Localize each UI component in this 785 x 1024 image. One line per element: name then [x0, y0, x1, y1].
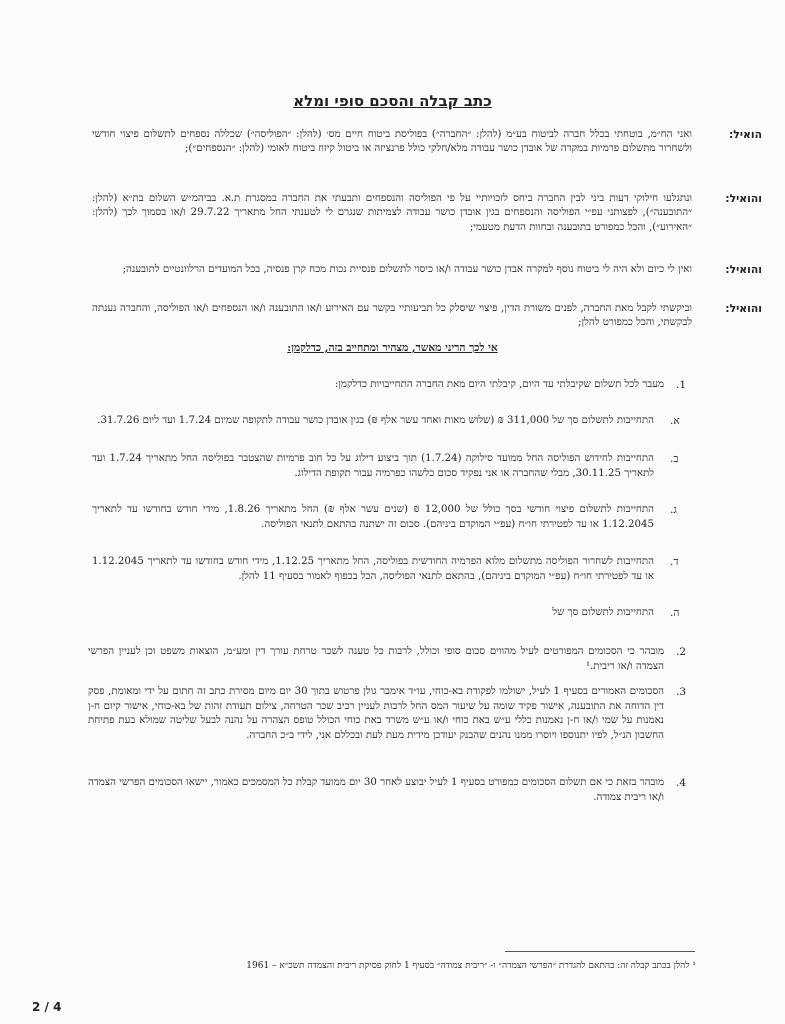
clause-number: 3. — [676, 686, 687, 698]
whereas-clause-1 — [92, 128, 762, 157]
whereas-clause-2 — [92, 192, 762, 235]
whereas-label: והואיל: — [725, 192, 762, 205]
clause-1c — [92, 503, 677, 532]
clause-number: 1. — [676, 379, 687, 391]
clause-text: התחייבות לתשלום סך של 311,000 ₪ (שלוש מאות ואחד עשר אלף ₪) בגין אובדן כושר עבודה לתקופה שמיום 1.7.24 ועד ליום 31.7.26. — [97, 415, 654, 426]
whereas-text: ואין לי כיום ולא היה לי ביטוח נוסף למקרה אבדן כושר עבודה ו/או כיסוי לתשלום פנסיית נכות מכח קרן פנסיה, בכל המועדים הרלוונטיים לתובענה; — [122, 264, 692, 275]
clause-1 — [88, 378, 687, 393]
clause-number: ב. — [670, 453, 679, 465]
clause-1e — [92, 606, 680, 621]
whereas-clause-3 — [92, 263, 762, 277]
clause-text: התחייבות לתשלום סך של — [552, 607, 654, 618]
whereas-clause-4 — [92, 302, 762, 331]
whereas-text: ואני הח״מ, בוטחתי בכלל חברה לביטוח בע״מ (להלן: ״החברה״) בפוליסת ביטוח חיים מס׳ (להלן: ״הפוליסה״) שכללה נספחים לתשלום פיצוי חודשי ולשחרור מתשלום פרמיות במקרה של אובדן כושר עבודה מלא/חלקי כולל פרנציזה או ביטול קיזוז ביטוח לאומי (להלן: ״הנספחים״); — [92, 129, 692, 155]
declaration-subheading: אי לכך הריני מאשר, מצהיר ומתחייב בזה, כדלקמן: — [287, 342, 498, 354]
whereas-label: הואיל: — [728, 128, 762, 141]
clause-number: 2. — [676, 646, 687, 658]
clause-4 — [88, 776, 687, 805]
clause-text: התחייבות לחידוש הפוליסה החל ממועד סילוקה (1.7.24) תוך ביצוע דילוג על כל חוב פרמיות שהצטבר בפוליסה החל מתאריך 1.7.24 ועד לתאריך 30.11.25, מבלי שהחברה או אני נפקיד סכום כלשהו כפרמיה עבור תקופת הדילוג. — [92, 453, 655, 479]
whereas-text: וביקשתי לקבל מאת החברה, לפנים משורת הדין, פיצוי שיסלק כל תביעותיי בקשר עם האירוע ו/או התובענה ו/או הנספחים ו/או הפוליסה, והחברה נענתה לבקשתי, והכל כמפורט להלן; — [92, 303, 692, 329]
clause-1d — [92, 555, 679, 584]
clause-text: מובהר בזאת כי אם תשלום הסכומים כמפורט בסעיף 1 לעיל יבוצע לאחר 30 יום ממועד קבלת כל המסמכים כאמור, יישאו הסכומים הפרשי הצמדה ו/או ריבית צמודה. — [88, 777, 665, 803]
clause-3 — [88, 685, 687, 743]
clause-1b — [92, 452, 679, 481]
clause-text: מעבר לכל תשלום שקיבלתי עד היום, קיבלתי היום מאת החברה התחייבויות כדלקמן: — [334, 379, 664, 390]
clause-number: ה. — [670, 607, 680, 619]
footnote-divider — [505, 951, 695, 952]
whereas-label: והואיל: — [725, 263, 762, 276]
clause-number: ג. — [670, 504, 677, 516]
footnote: ¹ להלן בכתב קבלה זה: בהתאם להגדרת ״הפרשי הצמדה״ ו- ״ריבית צמודה״ בסעיף 1 לחוק פסיקת ריבית והצמדה תשכ״א – 1961 — [246, 961, 696, 971]
clause-number: 4. — [676, 777, 687, 789]
clause-text: מובהר כי הסכומים המפורטים לעיל מהווים סכום סופי וכולל, לרבות כל טענה לשכר טרחת עורך דין ומע״מ, הוצאות משפט וכן לעניין הפרשי הצמדה ו/או ריבית.¹ — [88, 646, 664, 672]
clause-2 — [88, 645, 687, 674]
clause-text: הסכומים האמורים בסעיף 1 לעיל, ישולמו לפקודת בא-כוחי, עו״ד אימבר גולן פרטוש בתוך 30 יום מיום מסירת כתב זה חתום על ידי ומאומת, פסק דין הדוחה את התובענה, אישור פקיד שומה על שיעור המס החל לרבות לעניין רכיב שכר הטרחה, צילום תעודת זהות של בא-כוחי, אישור קיום ח-ן נאמנות על שמי ו/או ח-ן נאמנות כללי ע״ש באת כוחי ו/או ע״ש משרד באת כוחי הכולל טופס הצהרה על נהנה לבעל שליטה שמולא בעת פתיחת החשבון הנ״ל, לפיו יתנוספו ויוסרו ממנו נהנים שהבנק יעודכן מידית מעת לעת ובכללם אני, לידי ב״כ החברה. — [88, 686, 664, 741]
whereas-label: והואיל: — [725, 302, 762, 315]
clause-number: ד. — [670, 556, 679, 568]
clause-number: א. — [670, 415, 680, 427]
whereas-text: ונתגלעו חילוקי דעות ביני לבין החברה ביחס לזכויותיי על פי הפוליסה והנספחים ותבעתי את החברה במסגרת ת.א. בביהמ״ש השלום בת״א (להלן: ״התובענה״), לפצותני עפ״י הפוליסה והנספחים בגין אובדן כושר עבודה לצמיתות שנגרם לי לטענתי החל מתאריך 29.7.22 ו/או בסמוך לכך (להלן: ״האירוע״), והכל כמפורט בתובענה ובחוות הדעת מטעמי; — [92, 193, 692, 233]
clause-1a — [92, 414, 680, 429]
clause-text: התחייבות לשחרור הפוליסה מתשלום מלוא הפרמיה החודשית בפוליסה, החל מתאריך 1.12.25, מידי חודש בחודשו עד לתאריך 1.12.2045 או עד לפטירתי חו״ח (עפ״י המוקדם ביניהם), בהתאם לתנאי הפוליסה, הכל בכפוף לאמור בסעיף 11 להלן. — [92, 556, 654, 582]
document-title: כתב קבלה והסכם סופי ומלא — [293, 92, 492, 110]
clause-text: התחייבות לתשלום פיצוי חודשי בסך כולל של 12,000 ₪ (שנים עשר אלף ₪) החל מתאריך 1.8.26, מידי חודש בחודשו עד לתאריך 1.12.2045 או עד לפטירתי חו״ח (עפ״י המוקדם ביניהם). סכום זה ישתנה בהתאם לתנאי הפוליסה. — [92, 504, 654, 530]
page-number: 2 / 4 — [32, 1000, 62, 1014]
